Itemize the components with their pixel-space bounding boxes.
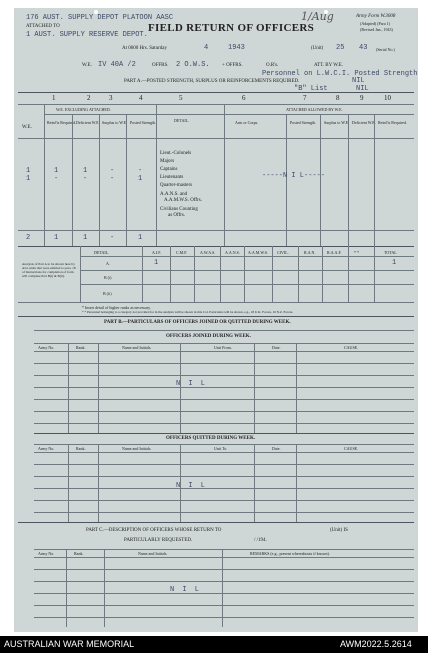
list-nil: NIL	[356, 85, 369, 93]
col-header-detail: DETAIL.	[174, 118, 190, 123]
table-rule	[80, 270, 414, 271]
table-vline	[298, 246, 299, 302]
detail-row-a: A.	[106, 261, 110, 266]
rank-majors: Majors	[160, 159, 175, 164]
rank-civilians: Civilians Counting	[160, 207, 198, 212]
unit-typed-line-2: ATTACHED TO	[26, 24, 60, 29]
table-rule	[34, 605, 414, 606]
table-rule	[18, 522, 414, 523]
detail-header-aamws: A.A.M.W.S.	[248, 250, 268, 255]
total-c1: 1	[54, 234, 59, 242]
joined-header-rank: Rank.	[76, 345, 86, 350]
we-label: W.E.	[82, 63, 92, 68]
table-vline	[224, 104, 225, 246]
col-number-1: 1	[52, 94, 56, 102]
ors-label: O.R's.	[266, 63, 279, 68]
offrs-label: OFFRS.	[152, 63, 169, 68]
army-form-adapted: (Adapted) (Para 1)	[360, 21, 390, 26]
part-a-title: PART A.—POSTED STRENGTH, SURPLUS OR REINFORCEMENTS REQUIRED.	[124, 79, 300, 84]
detail-header-aif: A.I.F.	[152, 250, 162, 255]
col-header-deficient: Deficient W.E.	[76, 120, 100, 125]
row2-c4: 1	[138, 175, 143, 183]
table-rule	[18, 302, 414, 303]
table-vline	[44, 104, 45, 246]
table-vline	[104, 549, 105, 627]
table-rule	[34, 363, 414, 364]
table-vline	[99, 114, 100, 246]
detail-header-total: TOTAL	[384, 250, 397, 255]
part-c-header-name: Name and Initials.	[138, 551, 168, 556]
table-vline	[142, 246, 143, 302]
at-line-prefix: At 0600 Hrs. Saturday	[122, 46, 167, 51]
total-c3: -	[110, 234, 115, 242]
table-vline	[98, 444, 99, 522]
col-header-surplus: Surplus to W.E.	[102, 120, 128, 125]
table-rule	[34, 549, 414, 550]
handwritten-tag: 1/Aug	[301, 10, 334, 23]
table-vline	[68, 343, 69, 433]
list-label: "B" List	[294, 85, 328, 93]
detail-header-ran: R.A.N.	[304, 250, 316, 255]
row1-c3: -	[110, 167, 115, 175]
row1-c2: 1	[83, 167, 88, 175]
rank-aamws: A.A.M.W.S. Offrs.	[164, 198, 202, 203]
table-rule	[34, 375, 414, 376]
rank-aans: A.A.N.S. and	[160, 192, 188, 197]
table-rule	[18, 316, 414, 317]
part-c-date: / /194.	[254, 538, 267, 543]
table-rule	[34, 464, 414, 465]
row1-c1: 1	[54, 167, 59, 175]
quitted-header-rank: Rank.	[76, 446, 86, 451]
part-b-title: PART B.—PARTICULARS OF OFFICERS JOINED OR QUITTED DURING WEEK.	[104, 320, 291, 325]
detail-header-other: * *	[354, 250, 359, 255]
detail-header-cmf: C.M.F.	[176, 250, 188, 255]
table-rule	[18, 104, 414, 105]
quitted-header-date: Date.	[272, 446, 281, 451]
table-vline	[254, 343, 255, 433]
part-a-nil: NIL	[352, 77, 365, 85]
part-c-header-army-no: Army No.	[38, 551, 55, 556]
joined-header-cause: CAUSE.	[344, 345, 359, 350]
table-vline	[348, 246, 349, 302]
table-rule	[34, 444, 414, 445]
detail-aif-value: 1	[154, 259, 159, 267]
quitted-nil: N I L	[176, 482, 208, 490]
footnote-other-personnel: * * Personnel belonging to a category not provided for in the analysis will be shown in this Col. Particulars will be shown, e.g., 18 U.K. Forces, 16 N.Z. Forces.	[82, 310, 294, 314]
part-c-requested: PARTICULARLY REQUESTED.	[124, 538, 193, 543]
detail-row-bi: B (i)	[104, 275, 112, 280]
table-rule	[34, 617, 414, 618]
table-vline	[98, 343, 99, 433]
form-sheet	[14, 8, 418, 632]
col-group-attached: ATTACHED ALLOWED BY W.E.	[286, 107, 343, 112]
table-vline	[272, 246, 273, 302]
table-vline	[254, 444, 255, 522]
att-label: ATT. BY W.E.	[314, 63, 344, 68]
detail-row-bii: B (ii)	[103, 291, 112, 296]
joined-title: OFFICERS JOINED DURING WEEK.	[166, 334, 251, 339]
table-rule	[34, 387, 414, 388]
table-vline	[126, 114, 127, 246]
col-group-excluding: W.E. EXCLUDING ATTACHED.	[56, 107, 111, 112]
col-number-7: 7	[303, 94, 307, 102]
army-form-number: Army Form W.3008	[356, 14, 396, 19]
table-rule	[34, 343, 414, 344]
table-rule	[34, 593, 414, 594]
total-c4: 1	[138, 234, 143, 242]
table-rule	[34, 399, 414, 400]
table-rule	[34, 433, 414, 434]
detail-header-civil: CIVIL.	[277, 250, 289, 255]
footer-accession-number: AWM2022.5.2614	[340, 639, 412, 649]
part-c-title: PART C.—DESCRIPTION OF OFFICERS WHOSE RETURN TO	[86, 528, 222, 533]
col-header-reinf: Reinf'ts Required.	[47, 120, 76, 125]
table-rule	[34, 476, 414, 477]
table-rule	[34, 581, 414, 582]
footer-bar	[0, 636, 428, 653]
col-number-3: 3	[109, 94, 113, 102]
table-vline	[66, 549, 67, 627]
table-rule	[34, 423, 414, 424]
table-rule	[34, 411, 414, 412]
table-vline	[348, 114, 349, 246]
table-vline	[320, 114, 321, 246]
detail-header-detail: DETAIL.	[94, 250, 110, 255]
total-c2: 1	[83, 234, 88, 242]
row1-c4: -	[138, 167, 143, 175]
table-rule	[18, 246, 414, 247]
part-c-nil: N I L	[170, 586, 202, 594]
table-vline	[68, 444, 69, 522]
row1-we: 1	[26, 167, 31, 175]
table-rule	[34, 452, 414, 453]
table-vline	[156, 104, 157, 246]
joined-nil: N I L	[176, 380, 208, 388]
table-rule	[18, 230, 414, 231]
footnote-higher-ranks: * Insert detail of higher ranks as necessary.	[82, 305, 151, 310]
joined-header-unit: Unit From.	[214, 345, 232, 350]
table-vline	[374, 114, 375, 246]
col-number-2: 2	[87, 94, 91, 102]
col-header-posted: Posted Strength.	[130, 120, 157, 125]
table-rule	[34, 500, 414, 501]
table-vline	[194, 246, 195, 302]
analysis-note: Analysis of Part A to be shown here by ALL units that were entitled to para. 18 of Instructions for completion of form will complete Part B(i) & B(ii).	[22, 262, 76, 278]
table-rule	[34, 557, 414, 558]
serial-year: 43	[359, 44, 368, 52]
serial-value: 25	[336, 44, 345, 52]
table-vline	[322, 246, 323, 302]
col-number-4: 4	[139, 94, 143, 102]
col-header-deficient-att: Deficient W.E.	[352, 120, 376, 125]
table-vline	[180, 444, 181, 522]
table-rule	[34, 351, 414, 352]
table-rule	[34, 569, 414, 570]
at-year: 1943	[228, 44, 245, 52]
table-vline	[222, 549, 223, 627]
row2-c2: -	[83, 175, 88, 183]
form-title: FIELD RETURN OF OFFICERS	[148, 22, 315, 34]
joined-header-date: Date.	[272, 345, 281, 350]
quitted-header-cause: CAUSE.	[344, 446, 359, 451]
table-rule	[34, 512, 414, 513]
row2-c1: -	[54, 175, 59, 183]
table-vline	[80, 246, 81, 302]
table-rule	[80, 284, 414, 285]
we-value: IV 40A /2	[98, 61, 136, 69]
joined-header-army-no: Army No.	[38, 345, 55, 350]
table-vline	[180, 343, 181, 433]
quitted-header-army-no: Army No.	[38, 446, 55, 451]
serial-label: (Serial No.)	[376, 47, 395, 52]
quitted-title: OFFICERS QUITTED DURING WEEK.	[166, 436, 256, 441]
detail-header-raaf: R.A.A.F.	[327, 250, 342, 255]
col-number-9: 9	[360, 94, 364, 102]
offrs-value: 2 O.W.S.	[176, 61, 210, 69]
table-rule	[34, 330, 414, 331]
table-rule	[18, 138, 414, 139]
joined-header-name: Name and Initials.	[122, 345, 152, 350]
row2-c3: -	[110, 175, 115, 183]
table-vline	[170, 246, 171, 302]
detail-total-value: 1	[392, 259, 397, 267]
personnel-typed: Personnel on L.W.C.I. Posted Strength	[262, 70, 418, 78]
we-col-header: W.E.	[22, 125, 32, 130]
part-c-header-rank: Rank.	[74, 551, 84, 556]
at-date: 4	[204, 44, 209, 52]
col-number-5: 5	[179, 94, 183, 102]
col-number-6: 6	[242, 94, 246, 102]
quitted-header-unit: Unit To.	[214, 446, 228, 451]
col-header-arm: Arm or Corps.	[235, 120, 259, 125]
unit-label: (Unit)	[311, 46, 324, 51]
table-rule	[18, 92, 414, 93]
detail-header-awas: A.W.A.S.	[200, 250, 216, 255]
unit-typed-line-3: 1 AUST. SUPPLY RESERVE DEPOT.	[26, 31, 148, 39]
rank-captains: Captains	[160, 167, 178, 172]
table-rule	[34, 488, 414, 489]
col-header-posted-att: Posted Strength.	[290, 120, 317, 125]
table-vline	[296, 444, 297, 522]
footer-institution: AUSTRALIAN WAR MEMORIAL	[4, 639, 135, 649]
attached-nil: -----N I L-----	[262, 172, 326, 180]
table-vline	[220, 246, 221, 302]
rank-quartermasters: Quarter-masters	[160, 183, 193, 188]
army-form-revised: (Revised Jan., 1943)	[360, 27, 393, 32]
detail-header-aans: A.A.N.S.	[225, 250, 240, 255]
row2-we: 1	[26, 175, 31, 183]
unit-typed-line-1: 176 AUST. SUPPLY DEPOT PLATOON AASC	[26, 14, 174, 22]
col-header-reinf-att: Reinf'ts Required.	[378, 120, 407, 125]
rank-lieutenants: Lieutenants	[160, 175, 184, 180]
table-vline	[244, 246, 245, 302]
col-number-10: 10	[384, 94, 391, 102]
rank-civilians-2: as Offrs.	[168, 213, 186, 218]
table-vline	[72, 114, 73, 246]
part-c-unit: (Unit) IS	[330, 528, 348, 533]
total-we: 2	[26, 234, 31, 242]
rank-lieut-colonels: Lieut.-Colonels	[160, 151, 192, 156]
table-vline	[286, 114, 287, 246]
part-c-header-remarks: REMARKS (e.g., present whereabouts if known).	[250, 551, 330, 556]
table-vline	[374, 246, 375, 302]
col-header-surplus-att: Surplus to W.E.	[324, 120, 350, 125]
quitted-header-name: Name and Initials.	[122, 446, 152, 451]
col-number-8: 8	[336, 94, 340, 102]
table-rule	[80, 256, 414, 257]
offrs-suffix: + OFFRS.	[222, 63, 243, 68]
table-vline	[296, 343, 297, 433]
